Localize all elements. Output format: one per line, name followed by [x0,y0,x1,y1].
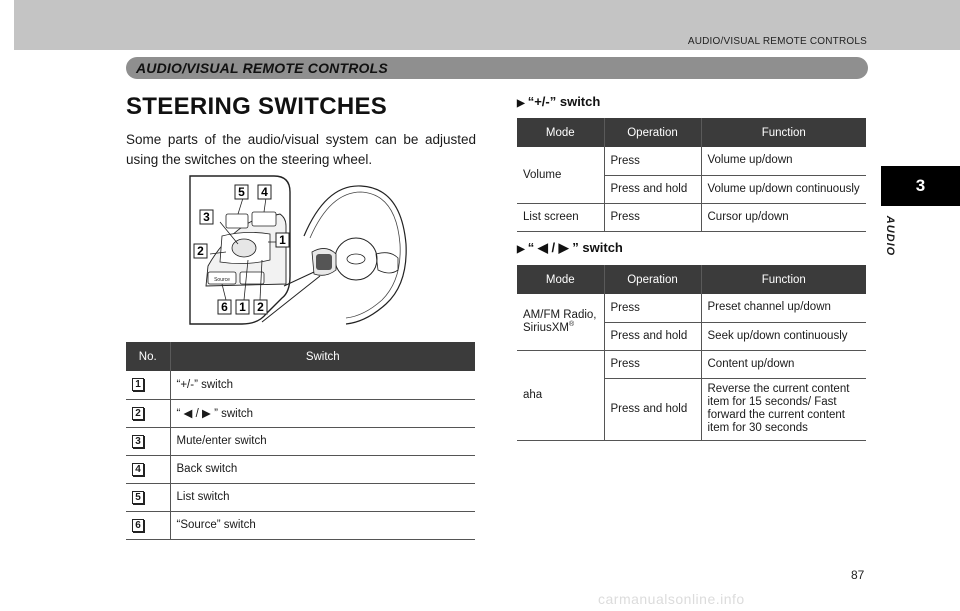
callout-2-bottom: 2 [257,300,264,314]
function-cell: Content up/down [701,350,866,378]
table-row [126,371,475,399]
intro-paragraph: Some parts of the audio/visual system can be adjusted using the switches on the steering wheel. [126,132,476,167]
table-row [517,294,866,322]
table-row [517,203,866,231]
function-cell: Volume up/down continuously [701,175,866,203]
callout-1-right: 1 [279,233,286,247]
chapter-name-text: AUDIO [884,215,896,257]
mode-cell: List screen [517,203,604,231]
operation-cell: Press and hold [604,322,701,350]
col-operation: Operation [604,118,701,147]
section-title: AUDIO/VISUAL REMOTE CONTROLS [136,60,388,76]
function-cell: Preset channel up/down [701,294,866,322]
table-row [126,399,475,427]
mode-cell: Volume [517,147,604,203]
operation-cell: Press [604,294,701,322]
mode-cell: aha [517,350,604,440]
table-row [517,147,866,175]
table-row [126,427,475,455]
col-function: Function [701,118,866,147]
triangle-right-icon: ▶ [202,408,211,420]
triangle-left-icon: ◀ [537,240,548,255]
page-number: 87 [851,568,865,582]
plus-minus-heading: ▶ “+/-” switch [517,94,601,109]
triangle-left-icon: ◀ [183,408,193,420]
mode-cell: AM/FM Radio, SiriusXM® [517,294,604,350]
callout-6: 6 [221,300,228,314]
triangle-right-icon: ▶ [558,240,569,255]
plus-minus-table [517,118,866,232]
callout-2-left: 2 [197,244,204,258]
callout-4: 4 [261,185,268,199]
operation-cell: Press [604,147,701,175]
col-function: Function [701,265,866,294]
switch-table [126,342,475,540]
operation-cell: Press and hold [604,175,701,203]
function-cell: Cursor up/down [701,203,866,231]
switch-name: List switch [170,483,475,511]
chapter-tab[interactable]: 3 [881,166,960,206]
col-operation: Operation [604,265,701,294]
number-box: 2 [132,407,144,420]
steering-wheel-figure [186,174,416,329]
col-no: No. [126,342,170,371]
running-header: AUDIO/VISUAL REMOTE CONTROLS [687,36,867,47]
function-cell: Seek up/down continuously [701,322,866,350]
switch-name: Mute/enter switch [170,427,475,455]
page-heading: STEERING SWITCHES [126,93,388,120]
col-switch: Switch [170,342,475,371]
steering-wheel-drawing [304,186,406,324]
function-cell: Reverse the current content item for 15 seconds/ Fast forward the current content item for 30 seconds [701,378,866,440]
chapter-name [878,212,902,260]
plus-minus-table-header [517,118,866,147]
col-mode: Mode [517,118,604,147]
number-box: 3 [132,435,144,448]
operation-cell: Press [604,203,701,231]
triangle-right-icon: ▶ [517,98,525,109]
callout-1-bottom: 1 [239,300,246,314]
operation-cell: Press [604,350,701,378]
switch-name: “+/-” switch [170,371,475,399]
number-box: 1 [132,378,144,391]
triangle-right-icon: ▶ [517,244,525,255]
tune-switch-table [517,265,866,441]
switch-name: “Source” switch [170,511,475,539]
col-mode: Mode [517,265,604,294]
tune-table-header [517,265,866,294]
number-box: 4 [132,463,144,476]
switch-table-header [126,342,475,371]
section-title-bar [126,57,868,79]
switch-name: “ ◀ / ▶ ” switch [170,399,475,427]
watermark: carmanualsonline.info [598,591,745,607]
callout-3: 3 [203,210,210,224]
callout-5: 5 [238,185,245,199]
operation-cell: Press and hold [604,378,701,440]
number-box: 6 [132,519,144,532]
table-row [126,483,475,511]
table-row [126,455,475,483]
steering-wheel-illustration [186,174,416,329]
tune-switch-heading: ▶ “ ◀ / ▶ ” switch [517,240,623,255]
number-box: 5 [132,491,144,504]
table-row [517,350,866,378]
switch-name: Back switch [170,455,475,483]
source-button-label: Source [214,277,230,283]
table-row [126,511,475,539]
function-cell: Volume up/down [701,147,866,175]
